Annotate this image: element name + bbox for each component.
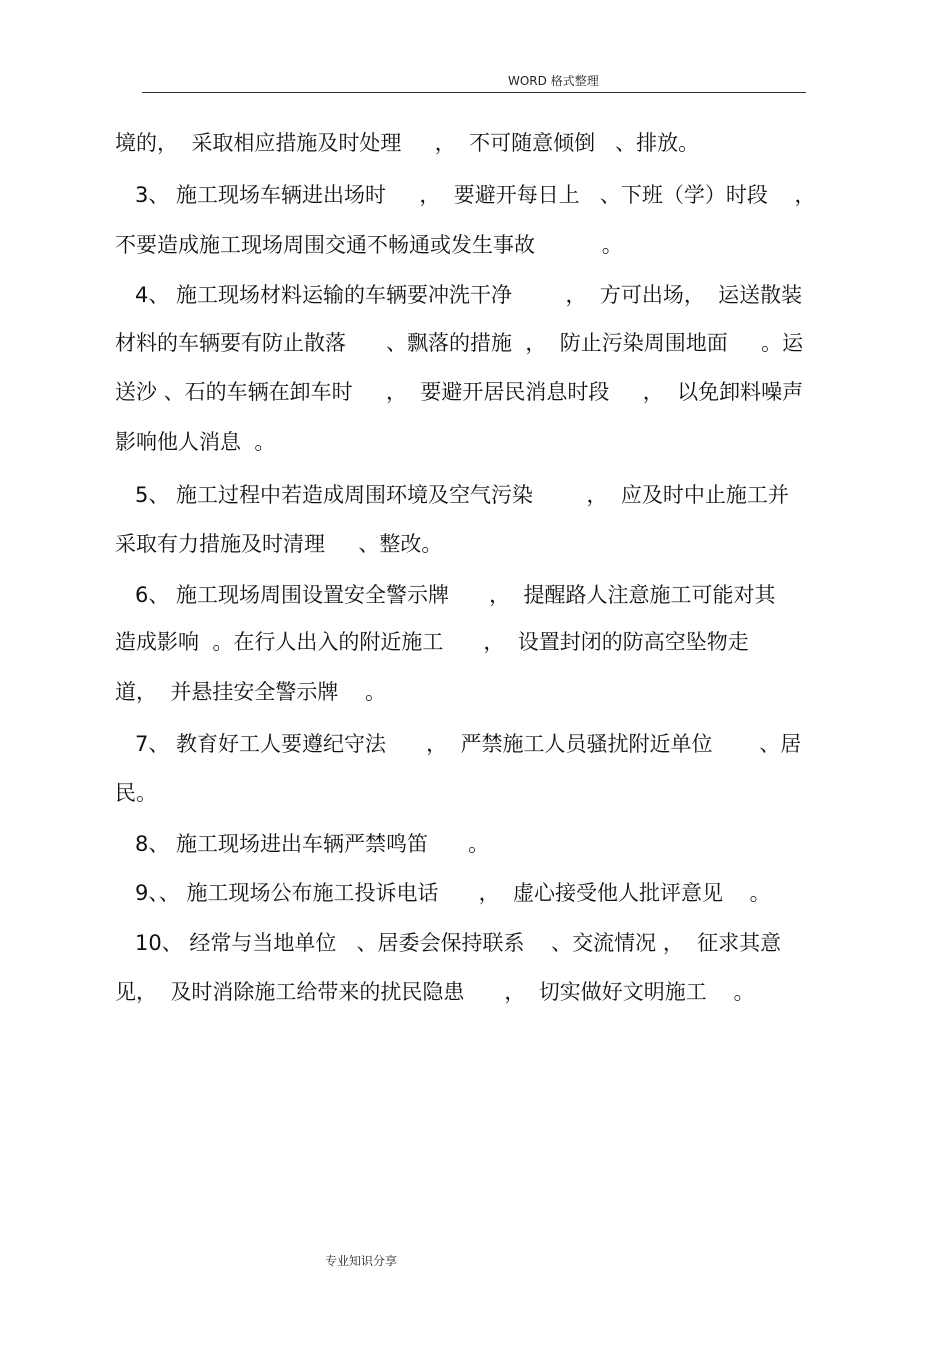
text-line: 影响他人消息 。 <box>115 430 276 454</box>
text-line: 4、 施工现场材料运输的车辆要冲洗干净 ， 方可出场， 运送散装 <box>115 283 803 307</box>
text-line: 道， 并悬挂安全警示牌 。 <box>115 680 387 704</box>
text-line: 6、 施工现场周围设置安全警示牌 ， 提醒路人注意施工可能对其 <box>115 583 776 607</box>
text-line: 造成影响 。在行人出入的附近施工 ， 设置封闭的防高空坠物走 <box>115 630 749 654</box>
header-title: WORD 格式整理 <box>508 74 599 88</box>
text-line: 送沙 、石的车辆在卸车时 ， 要避开居民消息时段 ， 以免卸料噪声 <box>115 380 804 404</box>
page-footer: 专业知识分享 <box>325 1254 398 1268</box>
text-line: 9、、 施工现场公布施工投诉电话 ， 虚心接受他人批评意见 。 <box>115 881 771 905</box>
text-line: 10、 经常与当地单位 、居委会保持联系 、交流情况 ， 征求其意 <box>115 931 782 955</box>
text-line: 境的， 采取相应措施及时处理 ， 不可随意倾倒 、排放。 <box>115 131 700 155</box>
text-line: 见， 及时消除施工给带来的扰民隐患 ， 切实做好文明施工 。 <box>115 980 755 1004</box>
text-line: 材料的车辆要有防止散落 、飘落的措施 ， 防止污染周围地面 。运 <box>115 331 804 355</box>
text-line: 5、 施工过程中若造成周围环境及空气污染 ， 应及时中止施工并 <box>115 483 789 507</box>
text-line: 8、 施工现场进出车辆严禁鸣笛 。 <box>115 832 490 856</box>
page-header <box>142 68 806 93</box>
text-line: 3、 施工现场车辆进出场时 ， 要避开每日上 、下班（学）时段 ， <box>115 183 816 207</box>
text-line: 民。 <box>115 781 157 805</box>
text-line: 不要造成施工现场周围交通不畅通或发生事故 。 <box>115 233 623 257</box>
text-line: 7、 教育好工人要遵纪守法 ， 严禁施工人员骚扰附近单位 、居 <box>115 732 802 756</box>
text-line: 采取有力措施及时清理 、整改。 <box>115 532 443 556</box>
